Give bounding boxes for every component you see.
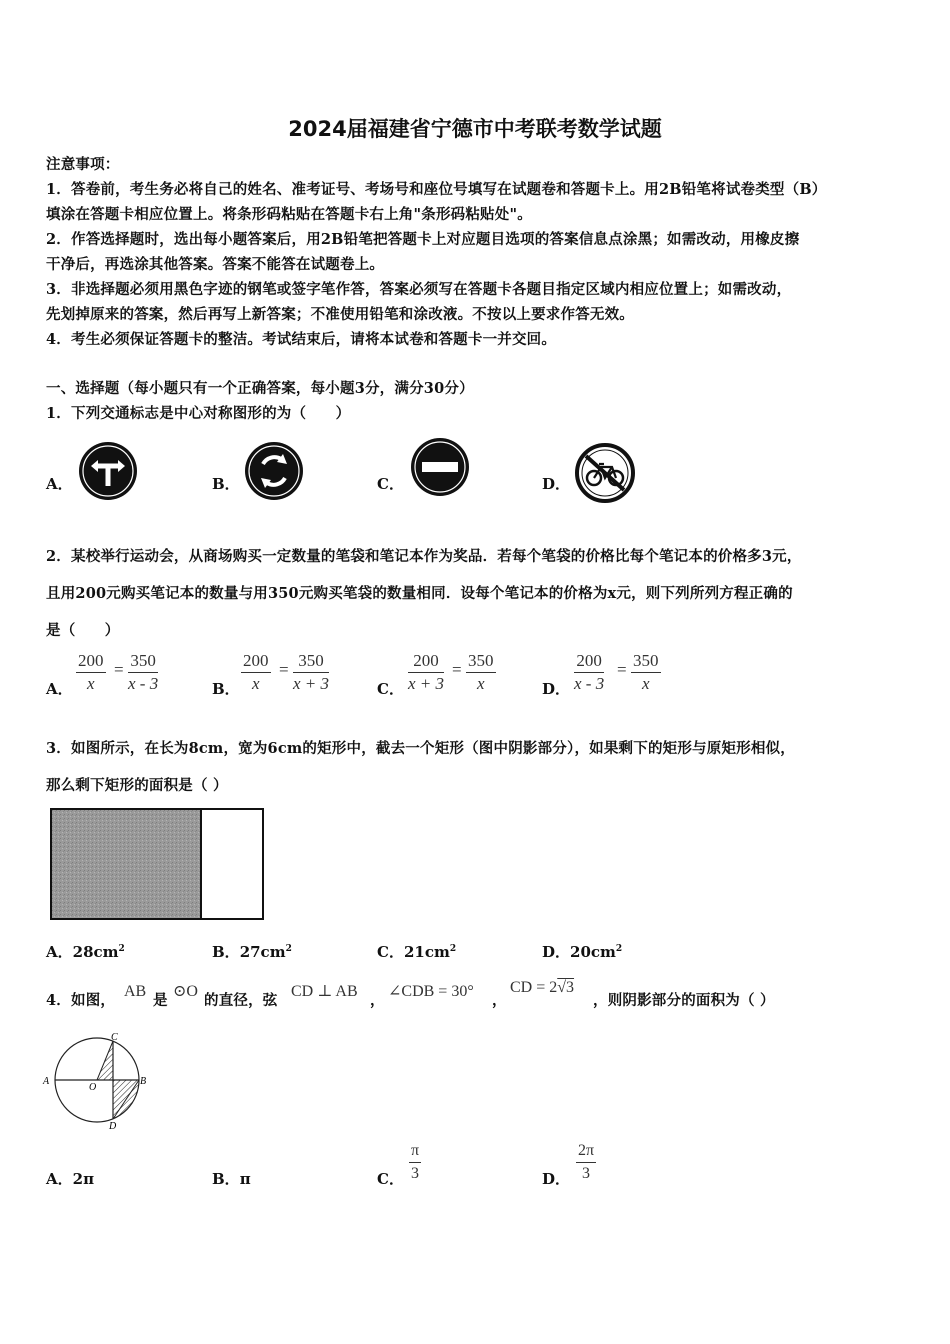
notice-line: 填涂在答题卡相应位置上。将条形码粘贴在答题卡右上角"条形码粘贴处"。 [46,206,532,223]
q3-option: B．$27cm^2$ [212,943,292,961]
question-4-stem: 是 [153,992,168,1009]
point-label: O [89,1082,97,1093]
equals-sign: = [452,660,462,679]
fraction: $\frac{350}{x + 3}$ [293,651,330,693]
question-2-stem: 且用200元购买笔记本的数量与用350元购买笔袋的数量相同．设每个笔记本的价格为x元，则下列所列方程正确的 [46,585,793,602]
turn-left-right-sign-icon [77,440,139,502]
q2-option-label: B． [212,680,240,698]
point-label: A [43,1076,50,1087]
question-4-stem: ， [370,992,385,1009]
notice-line: 3．非选择题必须用黑色字迹的钢笔或签字笔作答，答案必须写在答题卡各题目指定区域内相应位置上；如需改动， [46,281,792,298]
question-4-stem: 4．如图， [46,992,116,1009]
fraction: $\frac{200}{x}$ [78,651,104,693]
circle-figure [42,1028,152,1132]
q1-option-label: A． [46,475,73,493]
q2-option-label: D． [542,680,571,698]
equals-sign: = [617,660,627,679]
question-2-stem: 2．某校举行运动会，从商场购买一定数量的笔袋和笔记本作为奖品．若每个笔袋的价格比每个笔记本的价格多3元， [46,548,802,565]
fraction: $\frac{350}{x}$ [633,651,659,693]
remaining-rectangle [201,809,263,919]
math-circle-o: ⊙O [173,983,198,1000]
fraction: $\frac{2\pi}{3}$ [578,1142,595,1182]
shaded-rectangle [51,809,201,919]
notice-line: 先划掉原来的答案，然后再写上新答案；不准使用铅笔和涂改液。不按以上要求作答无效。 [46,306,634,323]
question-4-stem: 的直径，弦 [204,992,278,1009]
fraction: $\frac{350}{x - 3}$ [128,651,159,693]
q3-option: C．$21cm^2$ [377,943,457,961]
roundabout-sign-icon [243,440,305,502]
no-entry-sign-icon [409,436,471,498]
question-4-stem: ， [492,992,507,1009]
math-cd-perp-ab: CD ⊥ AB [291,983,358,1000]
fraction: $\frac{200}{x + 3}$ [408,651,445,693]
notice-line: 4．考生必须保证答题卡的整洁。考试结束后，请将本试卷和答题卡一并交回。 [46,331,557,348]
question-1-stem: 1．下列交通标志是中心对称图形的为（ ） [46,405,351,422]
section-heading: 一、选择题（每小题只有一个正确答案，每小题3分，满分30分） [46,380,474,397]
point-label: B [140,1076,147,1087]
no-bicycle-sign-icon [574,442,636,504]
notice-line: 干净后，再选涂其他答案。答案不能答在试题卷上。 [46,256,385,273]
equals-sign: = [114,660,124,679]
fraction: $\frac{200}{x - 3}$ [574,651,605,693]
fraction: $\frac{\pi}{3}$ [411,1142,420,1182]
math-cd-length: CD = 2√3 [510,979,575,996]
q1-option-label: B． [212,475,240,493]
q4-option-label: C． [377,1170,404,1188]
rectangle-figure [48,806,270,924]
q2-option-label: C． [377,680,404,698]
q1-option-label: C． [377,475,404,493]
question-3-stem: 3．如图所示，在长为8cm，宽为6cm的矩形中，截去一个矩形（图中阴影部分），如果剩下的矩形与原矩形相似， [46,740,795,757]
fraction: $\frac{200}{x}$ [243,651,269,693]
question-2-stem: 是（ ） [46,622,120,639]
q2-option-label: A． [46,680,73,698]
question-3-stem: 那么剩下矩形的面积是（ ） [46,777,228,794]
q3-option: A．$28cm^2$ [46,943,125,961]
fraction: $\frac{350}{x}$ [468,651,494,693]
point-label: D [109,1121,117,1132]
notice-line: 2．作答选择题时，选出每小题答案后，用2B铅笔把答题卡上对应题目选项的答案信息点涂黑；如需改动，用橡皮擦 [46,231,800,248]
q3-option: D．$20cm^2$ [542,943,623,961]
point-label: C [111,1032,118,1043]
q4-option-label: D． [542,1170,571,1188]
q4-option: B．π [212,1170,251,1188]
notice-heading: 注意事项： [46,156,120,173]
math-ab: AB [124,983,147,1000]
q4-option: A．2π [46,1170,95,1188]
q1-option-label: D． [542,475,571,493]
math-angle-cdb: ∠CDB = 30° [388,983,474,1000]
page-title: 2024届福建省宁德市中考联考数学试题 [288,117,662,141]
equals-sign: = [279,660,289,679]
notice-line: 1．答卷前，考生务必将自己的姓名、准考证号、考场号和座位号填写在试题卷和答题卡上。用2B铅笔将试卷类型（B） [46,181,827,198]
question-4-stem: ，则阴影部分的面积为（ ） [593,992,775,1009]
